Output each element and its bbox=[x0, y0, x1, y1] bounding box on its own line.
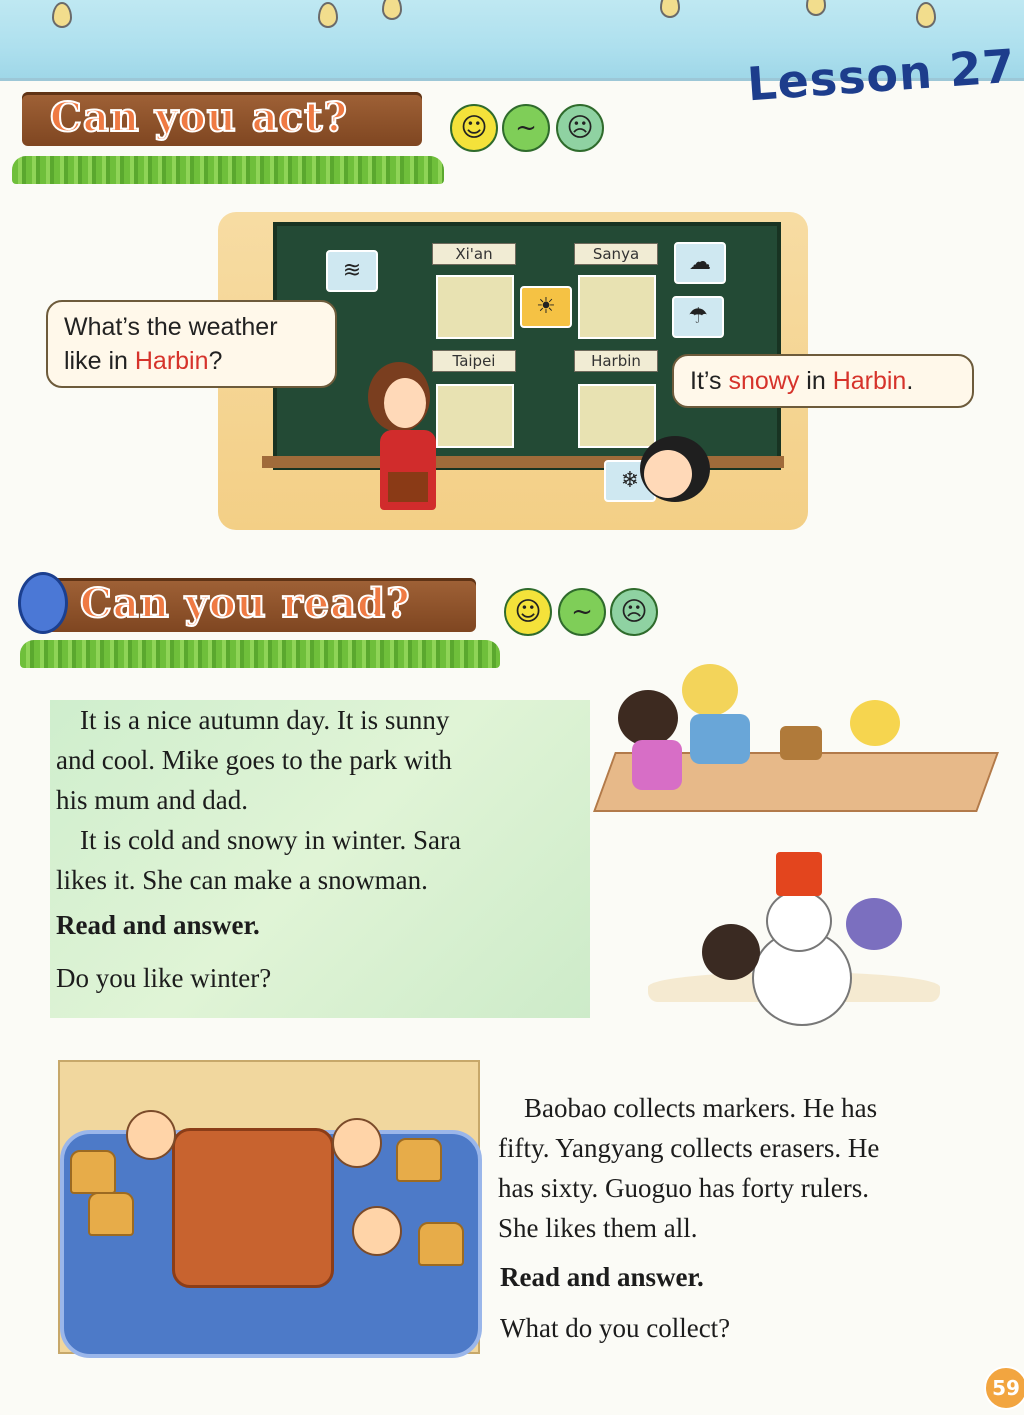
neutral-face-icon: ~ bbox=[558, 588, 606, 636]
answer-speech-bubble bbox=[672, 354, 974, 408]
city-label-taipei: Taipei bbox=[432, 350, 516, 372]
read-and-answer-label: Read and answer. bbox=[500, 1262, 704, 1292]
read-section-title: Can you read? bbox=[80, 580, 411, 627]
windy-weather-icon: ≋ bbox=[326, 250, 378, 292]
question-text: Do you like winter? bbox=[56, 963, 272, 993]
raindrop-icon bbox=[52, 2, 72, 28]
smiley-face-icon: ☺ bbox=[450, 104, 498, 152]
sunny-weather-icon: ☀ bbox=[520, 286, 572, 328]
read-and-answer-label: Read and answer. bbox=[56, 910, 260, 940]
sanya-picture bbox=[578, 275, 656, 339]
passage-line: and cool. Mike goes to the park with bbox=[56, 745, 452, 775]
neutral-face-icon: ~ bbox=[502, 104, 550, 152]
teacher-face bbox=[384, 378, 426, 428]
answer-city: Harbin bbox=[832, 367, 907, 395]
raindrop-icon bbox=[660, 0, 680, 18]
grass-decoration bbox=[20, 640, 500, 668]
passage-line: It is a nice autumn day. It is sunny bbox=[80, 705, 450, 735]
smiley-face-icon: ☺ bbox=[504, 588, 552, 636]
passage-line: his mum and dad. bbox=[56, 785, 248, 815]
page-number: 59 bbox=[984, 1366, 1024, 1410]
snowy-weather-icon: ❄ bbox=[604, 460, 656, 502]
passage-line: fifty. Yangyang collects erasers. He bbox=[498, 1133, 880, 1163]
raindrop-icon bbox=[382, 0, 402, 20]
yangyang-head bbox=[352, 1206, 402, 1256]
answer-period: . bbox=[906, 367, 914, 395]
question-text-2: like in bbox=[64, 347, 135, 375]
rainy-weather-icon: ☂ bbox=[672, 296, 724, 338]
answer-weather: snowy bbox=[728, 367, 800, 395]
city-label-xian: Xi'an bbox=[432, 243, 516, 265]
chair bbox=[418, 1222, 464, 1266]
baobao-head bbox=[126, 1110, 176, 1160]
reading-passage-2 bbox=[498, 1088, 998, 1248]
grass-decoration bbox=[12, 156, 444, 184]
passage-line: has sixty. Guoguo has forty rulers. bbox=[498, 1173, 869, 1203]
answer-text-1: It’s bbox=[690, 367, 729, 395]
sara-head bbox=[702, 924, 760, 980]
reading-passage-1 bbox=[56, 700, 590, 900]
picnic-basket bbox=[780, 726, 822, 760]
question-text: What do you collect? bbox=[500, 1313, 731, 1343]
sad-face-icon: ☹ bbox=[610, 588, 658, 636]
lesson-title: Lesson 27 bbox=[745, 38, 1018, 112]
table bbox=[172, 1128, 334, 1288]
teacher-skirt bbox=[388, 472, 428, 502]
taipei-picture bbox=[436, 384, 514, 448]
girl-face bbox=[644, 450, 692, 498]
mum-hair bbox=[618, 690, 678, 746]
cloudy-weather-icon: ☁ bbox=[674, 242, 726, 284]
snowman-head bbox=[766, 890, 832, 952]
question-speech-bubble bbox=[46, 300, 337, 388]
mike-hair bbox=[850, 700, 900, 746]
chair bbox=[70, 1150, 116, 1194]
raindrop-icon bbox=[916, 2, 936, 28]
harbin-picture bbox=[578, 384, 656, 448]
sad-face-icon: ☹ bbox=[556, 104, 604, 152]
passage-line: likes it. She can make a snowman. bbox=[56, 865, 428, 895]
dad-shirt bbox=[690, 714, 750, 764]
xian-picture bbox=[436, 275, 514, 339]
dad-hair bbox=[682, 664, 738, 716]
passage-line: It is cold and snowy in winter. Sara bbox=[80, 825, 461, 855]
raindrop-icon bbox=[806, 0, 826, 16]
passage-line: She likes them all. bbox=[498, 1213, 698, 1243]
answer-text-2: in bbox=[799, 367, 833, 395]
city-label-harbin: Harbin bbox=[574, 350, 658, 372]
boy-hat bbox=[846, 898, 902, 950]
mum-dress bbox=[632, 740, 682, 790]
chair bbox=[88, 1192, 134, 1236]
chair bbox=[396, 1138, 442, 1182]
headphones-icon bbox=[18, 572, 68, 634]
city-label-sanya: Sanya bbox=[574, 243, 658, 265]
raindrop-icon bbox=[318, 2, 338, 28]
question-city: Harbin bbox=[134, 347, 209, 375]
question-mark: ? bbox=[208, 347, 223, 375]
bucket-hat bbox=[776, 852, 822, 896]
question-text-1: What’s the weather bbox=[64, 313, 278, 341]
passage-line: Baobao collects markers. He has bbox=[524, 1093, 878, 1123]
guoguo-head bbox=[332, 1118, 382, 1168]
act-section-title: Can you act? bbox=[50, 94, 348, 141]
